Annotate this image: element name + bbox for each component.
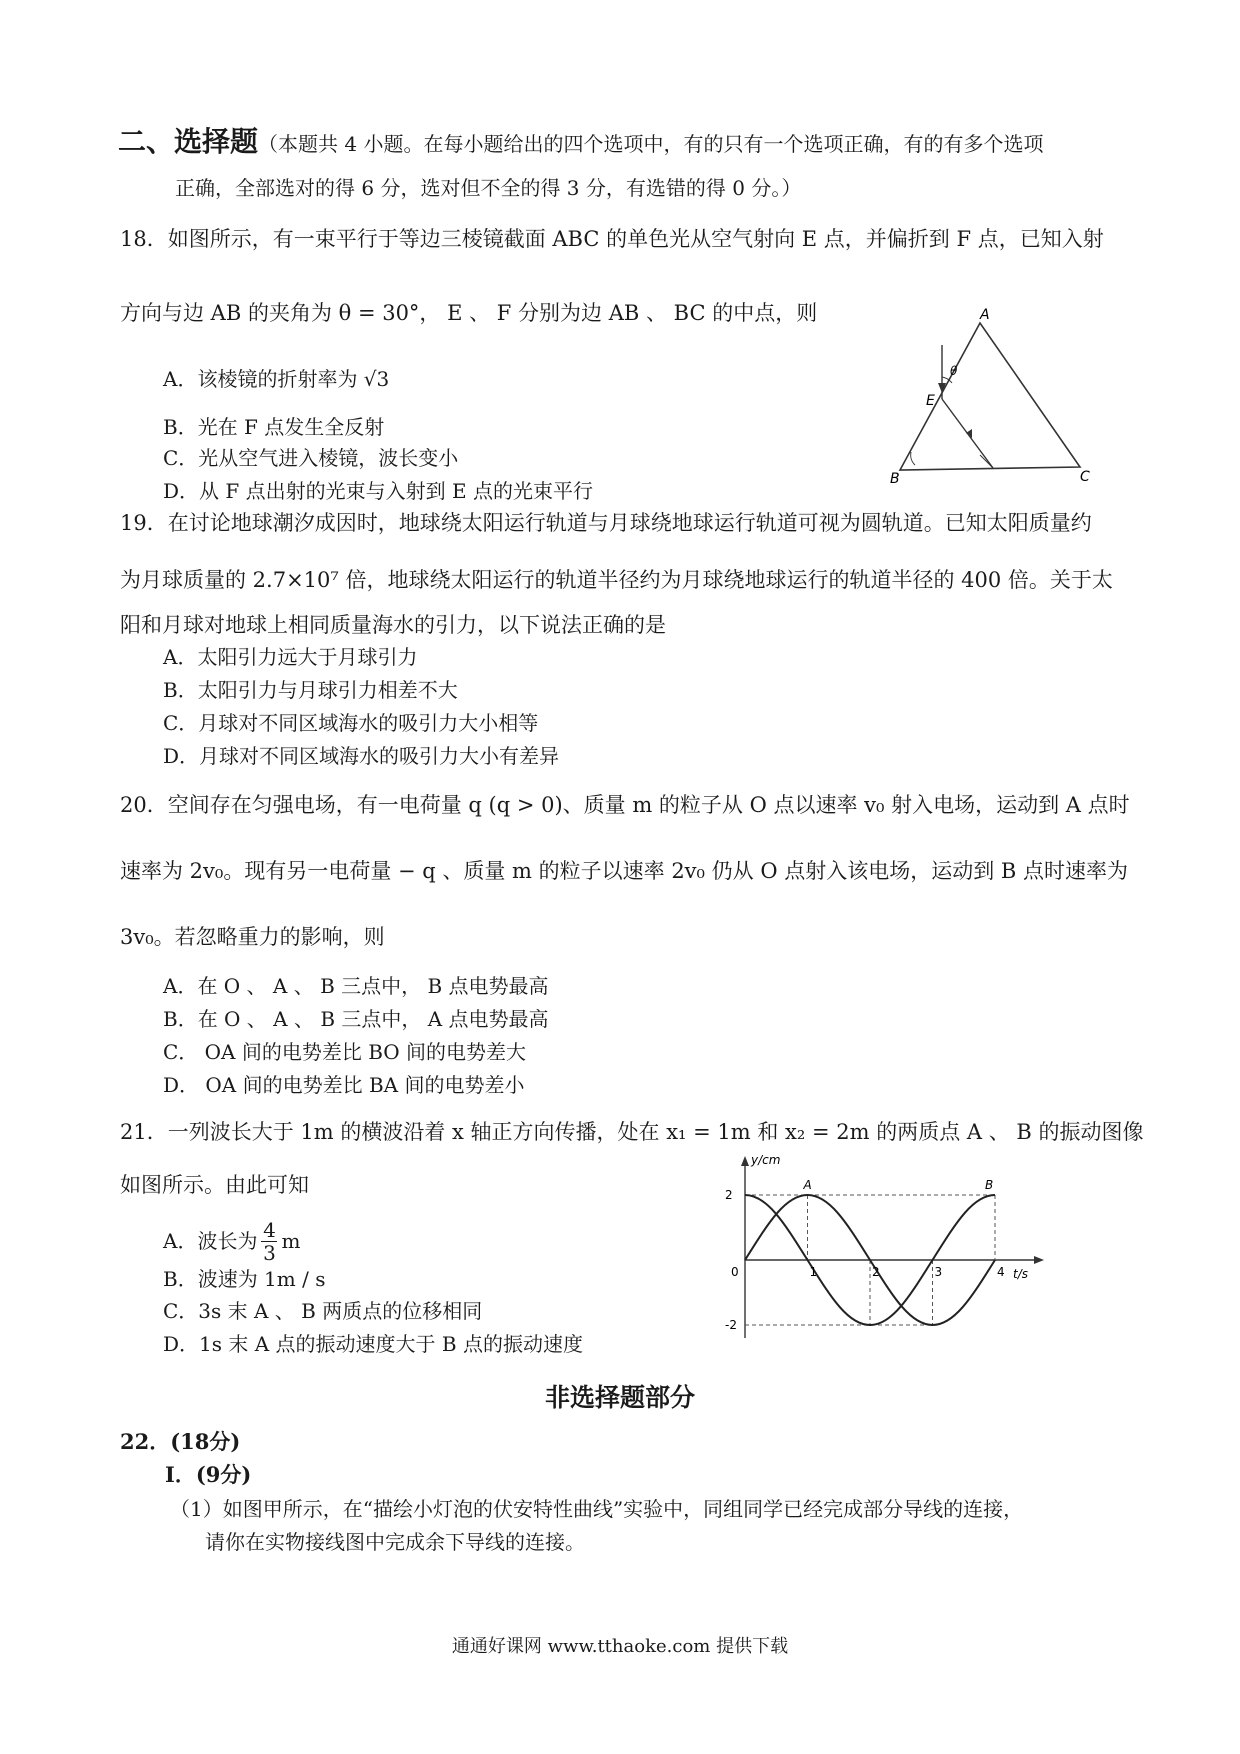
q21-option-d: D．1s 末 A 点的振动速度大于 B 点的振动速度	[163, 1332, 583, 1356]
q18-line2: 方向与边 AB 的夹角为 θ = 30°， E 、 F 分别为边 AB 、 BC 的中点，则	[120, 301, 818, 325]
section-heading: 二、选择题	[118, 125, 259, 158]
y-tick-label-2: -2	[725, 1318, 737, 1332]
q20-option-d: D． OA 间的电势差比 BA 间的电势差小	[163, 1073, 525, 1097]
q20-line1: 20．空间存在匀强电场，有一电荷量 q (q > 0)、质量 m 的粒子从 O 点以速率 v₀ 射入电场，运动到 A 点时	[120, 793, 1130, 817]
fraction	[261, 1219, 277, 1264]
x-axis-arrow	[1034, 1256, 1044, 1264]
x-tick-label-0: 0	[731, 1265, 739, 1279]
q21-line2: 如图所示。由此可知	[120, 1173, 309, 1197]
vibration-chart	[715, 1150, 1055, 1350]
q21-option-c: C．3s 末 A 、 B 两质点的位移相同	[163, 1299, 483, 1323]
x-tick-label-2: 2	[872, 1265, 880, 1279]
section-heading-row	[118, 120, 1043, 160]
q19-option-b: B．太阳引力与月球引力相差不大	[163, 678, 458, 702]
q18-option-a: A．该棱镜的折射率为 √3	[163, 367, 390, 391]
chart-labels	[725, 1153, 1028, 1332]
q20-option-b: B．在 O 、 A 、 B 三点中， A 点电势最高	[163, 1007, 549, 1031]
fraction-denominator: 3	[263, 1240, 276, 1265]
q18-option-d: D．从 F 点出射的光束与入射到 E 点的光束平行	[163, 479, 593, 503]
q20-option-a: A．在 O 、 A 、 B 三点中， B 点电势最高	[163, 974, 549, 998]
q19-line3: 阳和月球对地球上相同质量海水的引力，以下说法正确的是	[120, 613, 666, 637]
x-tick-label-4: 4	[997, 1265, 1005, 1279]
footer: 通通好课网 www.tthaoke.com 提供下载	[451, 1636, 789, 1657]
q19-option-d: D．月球对不同区域海水的吸引力大小有差异	[163, 744, 560, 768]
chart-axes	[741, 1156, 1044, 1338]
series-label-b: B	[985, 1178, 994, 1192]
q18-option-b: B．光在 F 点发生全反射	[163, 415, 385, 439]
q20-option-c: C． OA 间的电势差比 BO 间的电势差大	[163, 1040, 527, 1064]
label-a: A	[980, 307, 990, 323]
q22-subheading: Ⅰ．(9分)	[165, 1462, 252, 1487]
fraction-numerator: 4	[263, 1217, 276, 1242]
x-axis-label: t/s	[1013, 1267, 1028, 1281]
q21-line1: 21．一列波长大于 1m 的横波沿着 x 轴正方向传播，处在 x₁ = 1m 和 x₂ = 2m 的两质点 A 、 B 的振动图像	[120, 1120, 1144, 1144]
y-axis-arrow	[741, 1156, 749, 1166]
series-label-a: A	[803, 1178, 812, 1192]
q22-heading: 22．(18分)	[120, 1429, 241, 1454]
x-tick-label-1: 1	[809, 1265, 818, 1279]
q22-line1: （1）如图甲所示，在“描绘小灯泡的伏安特性曲线”实验中，同组同学已经完成部分导线的连接，	[170, 1497, 1024, 1521]
q21-option-b: B．波速为 1m / s	[163, 1267, 326, 1291]
q19-line1: 19．在讨论地球潮汐成因时，地球绕太阳运行轨道与月球绕地球运行轨道可视为圆轨道。已知太阳质量约	[120, 511, 1092, 535]
q22-line2: 请你在实物接线图中完成余下导线的连接。	[205, 1530, 585, 1554]
prism-figure	[880, 305, 1110, 485]
label-e: E	[926, 393, 935, 409]
label-c: C	[1080, 469, 1090, 485]
q20-line2: 速率为 2v₀。现有另一电荷量 − q 、质量 m 的粒子以速率 2v₀ 仍从 O 点射入该电场，运动到 B 点时速率为	[120, 859, 1128, 883]
q19-line2: 为月球质量的 2.7×10⁷ 倍，地球绕太阳运行的轨道半径约为月球绕地球运行的轨道半径的 400 倍。关于太	[120, 568, 1113, 592]
y-tick-label-0: 2	[725, 1188, 733, 1202]
exit-ray-stub	[980, 455, 993, 468]
q18-line1: 18．如图所示，有一束平行于等边三棱镜截面 ABC 的单色光从空气射向 E 点，并偏折到 F 点，已知入射	[120, 227, 1104, 251]
label-theta: θ	[950, 364, 958, 378]
q19-option-a: A．太阳引力远大于月球引力	[163, 645, 418, 669]
q21-option-a-unit: m	[281, 1229, 301, 1253]
label-b: B	[890, 471, 900, 485]
x-tick-label-3: 3	[934, 1265, 943, 1279]
section-note-1: （本题共 4 小题。在每小题给出的四个选项中，有的只有一个选项正确，有的有多个选项	[258, 132, 1044, 156]
y-axis-label: y/cm	[751, 1153, 781, 1167]
q19-option-c: C．月球对不同区域海水的吸引力大小相等	[163, 711, 539, 735]
q18-option-c: C．光从空气进入棱镜，波长变小	[163, 446, 459, 470]
angle-b-arc	[911, 452, 915, 465]
section-note-2: 正确，全部选对的得 6 分，选对但不全的得 3 分，有选错的得 0 分。）	[175, 176, 802, 200]
part-title: 非选择题部分	[544, 1383, 695, 1412]
q20-line3: 3v₀。若忽略重力的影响，则	[120, 925, 385, 949]
q21-option-a-prefix: A．波长为	[163, 1229, 258, 1253]
